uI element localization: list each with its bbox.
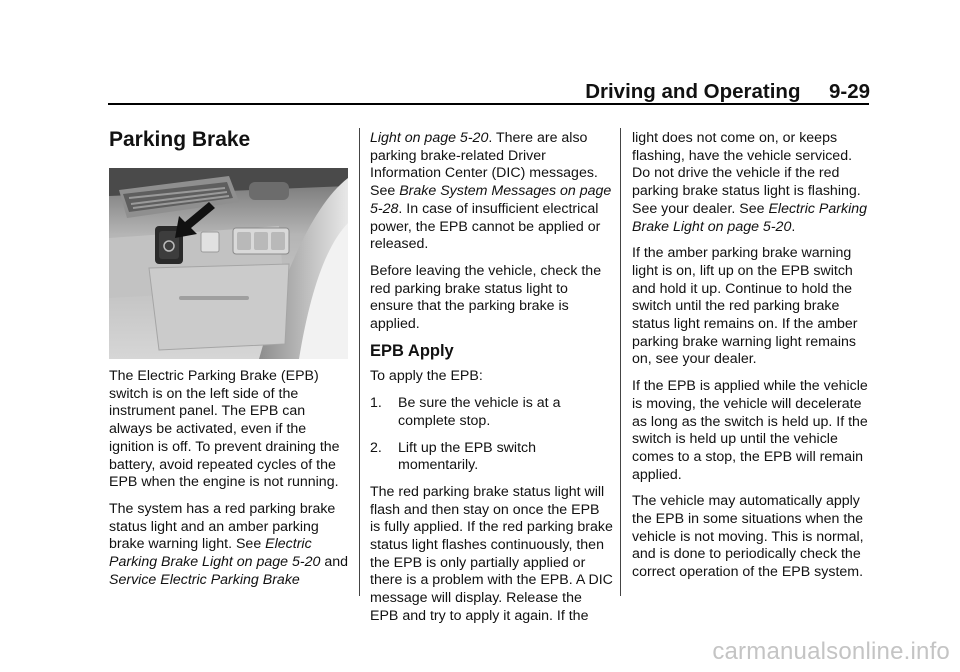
cross-reference: Light on page 5-20 — [370, 130, 489, 146]
paragraph: If the EPB is applied while the vehicle is moving, the vehicle will decelerate as long as the switch is held up. If the switch is held up until the vehicle comes to a stop, the EPB will remain applied. — [632, 378, 868, 483]
column-1 — [109, 368, 352, 598]
paragraph: To apply the EPB: — [370, 368, 483, 385]
column-divider — [359, 128, 360, 596]
subheading: EPB Apply — [370, 341, 454, 360]
column-2 — [370, 130, 613, 635]
section-title: Parking Brake — [109, 128, 251, 151]
paragraph: The Electric Parking Brake (EPB) switch is on the left side of the instrument panel. The EPB can always be activated, even if the ignition is off. To prevent draining the battery, avoid repeated cycles of the EPB when the engine is not running. — [109, 368, 340, 491]
paragraph: The system has a red parking brake status light and an amber parking brake warning light. See Electric Parking Brake Light on page 5-20 and Service Electric Parking Brake — [109, 500, 349, 588]
steps-list — [370, 395, 613, 475]
list-item: 1. Be sure the vehicle is at a complete stop. — [370, 395, 561, 429]
column-divider — [620, 128, 621, 596]
paragraph: Before leaving the vehicle, check the red parking brake status light to ensure that the parking brake is applied. — [370, 262, 602, 333]
cross-reference: Service Electric Parking Brake — [109, 571, 300, 588]
cross-reference: Electric Parking Brake Light on page 5-20 — [632, 200, 868, 235]
column-3 — [632, 130, 872, 591]
paragraph: light does not come on, or keeps flashing, have the vehicle serviced. Do not drive the vehicle if the red parking brake status light is flashing. See your dealer. See Electric Parking Brake Light on page 5-20. — [632, 130, 868, 235]
running-header — [585, 80, 870, 104]
header-section: Driving and Operating — [585, 80, 801, 103]
list-item: 2. Lift up the EPB switch momentarily. — [370, 439, 537, 474]
cross-reference: Electric Parking Brake Light on page 5-20 — [109, 536, 321, 571]
header-rule — [108, 103, 869, 105]
paragraph: The red parking brake status light will flash and then stay on once the EPB is fully applied. If the red parking brake status light flashes continuously, then the EPB is only partially applied or there is a problem with the EPB. A DIC message will display. Release the EPB and try to apply it again. If the — [370, 483, 613, 624]
paragraph: Light on page 5-20. There are also parking brake-related Driver Information Center (DIC) messages. See Brake System Messages on page 5-28. In case of insufficient electrical power, the EPB cannot be applied or released. — [370, 130, 612, 253]
paragraph: The vehicle may automatically apply the EPB in some situations when the vehicle is not moving. This is normal, and is done to periodically check the correct operation of the EPB system. — [632, 493, 864, 581]
watermark: carmanualsonline.info — [712, 638, 950, 665]
paragraph: If the amber parking brake warning light is on, lift up on the EPB switch and hold it up. Continue to hold the switch until the red parking brake status light remains on. If the amber parking brake warning light remains on, see your dealer. — [632, 245, 858, 368]
cross-reference: Brake System Messages on page 5-28 — [370, 183, 612, 217]
header-page-number: 9-29 — [828, 80, 870, 103]
epb-switch-photo — [109, 168, 348, 359]
